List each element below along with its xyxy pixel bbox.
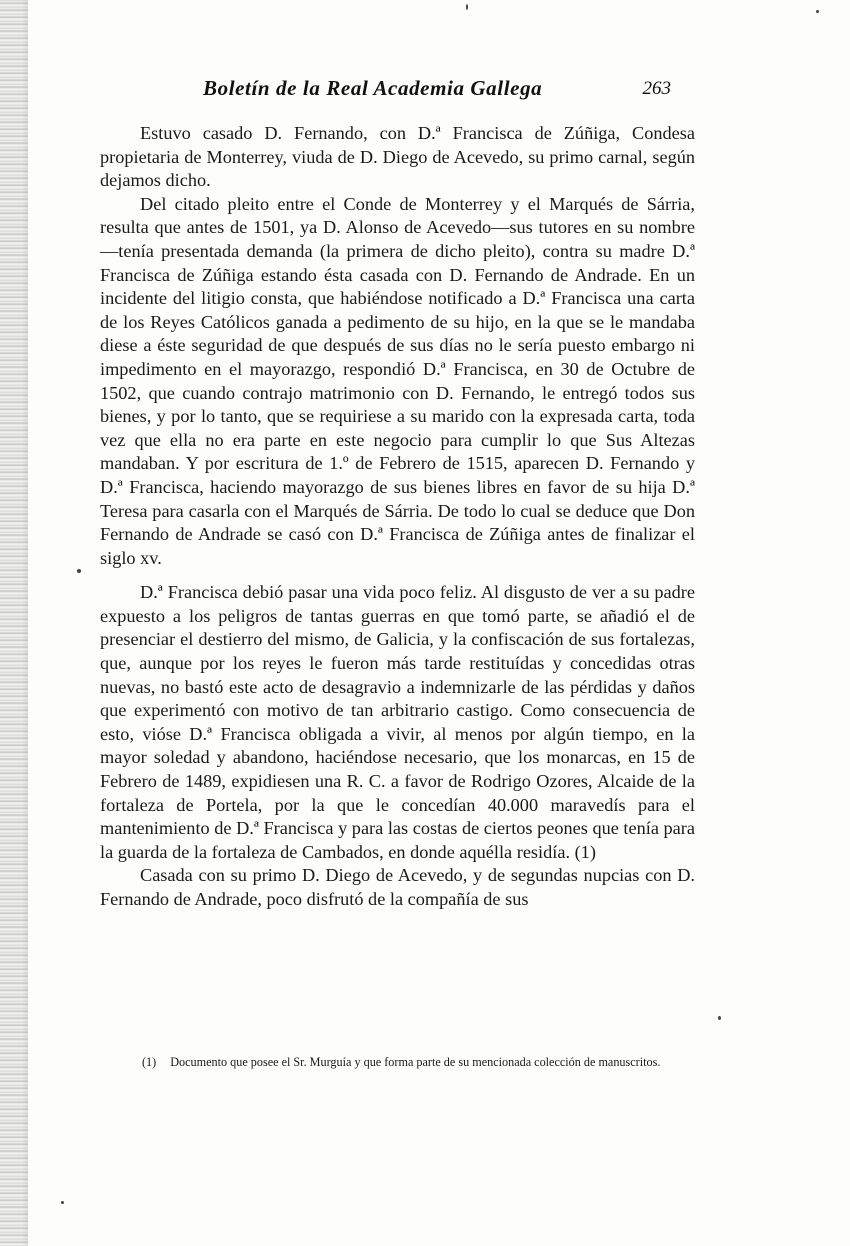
running-title: Boletín de la Real Academia Gallega [203,76,543,100]
scan-speck [77,569,81,573]
paragraph: D.ª Francisca debió pasar una vida poco feliz. Al disgusto de ver a su padre expuesto a los peligros de tantas guerras en que tomó parte, se añadió el de presenciar el destierro del mismo, de Galicia, y la confiscación de sus fortalezas, que, aunque por los reyes le fueron más tarde restituídas y concedidas otras nuevas, no bastó este acto de desagravio a indemnizarle de las pérdidas y daños que experimentó con motivo de tan arbitrario castigo. Como consecuencia de esto, vióse D.ª Francisca obligada a vivir, al menos por algún tiempo, en la mayor soledad y abandono, haciéndose necesario, que los monarcas, en 15 de Febrero de 1489, expidiesen una R. C. a favor de Rodrigo Ozores, Alcaide de la fortaleza de Portela, por la que le concedían 40.000 maravedís para el mantenimiento de D.ª Francisca y para las costas de ciertos peones que tenía para la guarda de la fortaleza de Cambados, en donde aquélla residía. (1) [100,582,695,862]
scan-speck [816,10,819,13]
body-text [100,122,695,912]
page-number: 263 [642,78,671,99]
page-binding-edge [0,0,28,1246]
scan-speck [718,1016,721,1020]
paragraph: Estuvo casado D. Fernando, con D.ª Francisca de Zúñiga, Condesa propietaria de Monterrey, viuda de D. Diego de Acevedo, su primo carnal, según dejamos dicho. [100,123,695,191]
paragraph: Casada con su primo D. Diego de Acevedo, y de segundas nupcias con D. Fernando de Andrade, poco disfrutó de la compañía de sus [100,865,695,909]
page-header [100,74,695,106]
footnote [100,1053,695,1072]
scan-speck [466,4,468,10]
footnote-text: Documento que posee el Sr. Murguía y que forma parte de su mencionada colección de manuscritos. [170,1055,661,1069]
scan-speck [61,1201,64,1204]
paragraph: Del citado pleito entre el Conde de Monterrey y el Marqués de Sárria, resulta que antes de 1501, ya D. Alonso de Acevedo—sus tutores en su nombre—tenía presentada demanda (la primera de dicho pleito), contra su madre D.ª Francisca de Zúñiga estando ésta casada con D. Fernando de Andrade. En un incidente del litigio consta, que habiéndose notificado a D.ª Francisca una carta de los Reyes Católicos ganada a pedimento de su hijo, en la que se le mandaba diese a éste seguridad de que después de sus días no le sería puesto embargo ni impedimento en el mayorazgo, respondió D.ª Francisca, en 30 de Octubre de 1502, que cuando contrajo matrimonio con D. Fernando, le entregó todos sus bienes, y por lo tanto, que se requiriese a su marido con la expresada carta, toda vez que ella no era parte en este negocio para cumplir lo que Sus Altezas mandaban. Y por escritura de 1.º de Febrero de 1515, aparecen D. Fernando y D.ª Francisca, haciendo mayorazgo de sus bienes libres en favor de su hija D.ª Teresa para casarla con el Marqués de Sárria. De todo lo cual se deduce que Don Fernando de Andrade se casó con D.ª Francisca de Zúñiga antes de finalizar el siglo xv. [100,193,695,568]
footnote-marker: (1) [142,1055,157,1069]
